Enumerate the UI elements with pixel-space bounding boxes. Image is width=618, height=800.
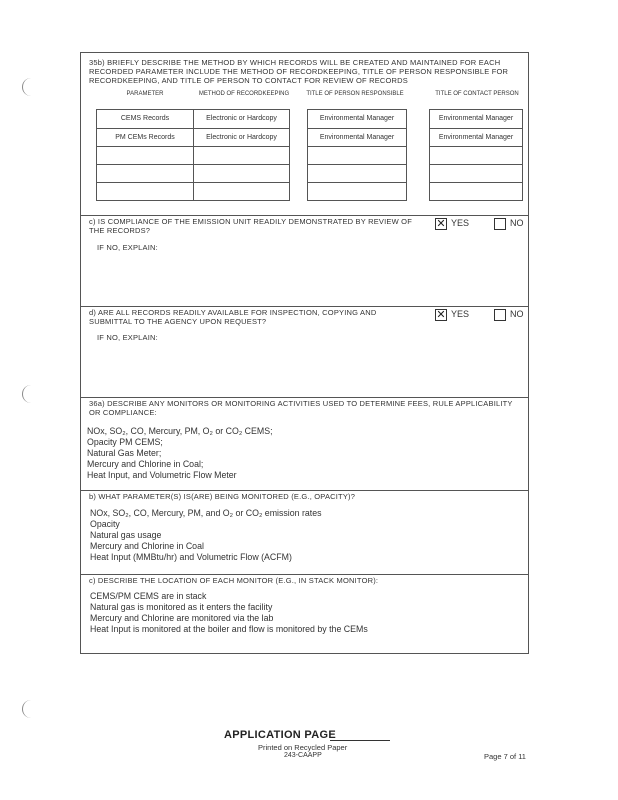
answer-line: Heat Input (MMBtu/hr) and Volumetric Flow (ACFM): [90, 552, 292, 562]
cell-empty[interactable]: [307, 165, 407, 183]
yes-checkbox-checked[interactable]: ✕: [436, 218, 446, 230]
answer-line: NOx, SO₂, CO, Mercury, PM, O₂ or CO₂ CEMS;: [87, 426, 273, 436]
page-number-blank: [330, 740, 390, 741]
if-no-explain-label: IF NO, EXPLAIN:: [97, 243, 158, 252]
answer-line: Natural gas is monitored as it enters the facility: [90, 602, 273, 612]
header-method: METHOD OF RECORDKEEPING: [198, 91, 290, 97]
cell-responsible-1: Environmental Manager: [307, 109, 407, 129]
answer-line: Mercury and Chlorine are monitored via the lab: [90, 613, 274, 623]
cell-parameter-2: PM CEMs Records: [96, 129, 194, 147]
no-label: NO: [510, 309, 524, 319]
cell-empty[interactable]: [429, 165, 523, 183]
question-d-records: d) ARE ALL RECORDS READILY AVAILABLE FOR INSPECTION, COPYING AND SUBMITTAL TO THE AGENCY UPON REQUEST?: [89, 308, 377, 326]
page-count: Page 7 of 11: [484, 752, 526, 761]
section-divider: [81, 397, 528, 398]
yes-label: YES: [451, 309, 470, 319]
section-divider: [81, 574, 528, 575]
cell-empty[interactable]: [429, 183, 523, 201]
cell-empty[interactable]: [429, 147, 523, 165]
cell-contact-2: Environmental Manager: [429, 129, 523, 147]
question-c-location: c) DESCRIBE THE LOCATION OF EACH MONITOR (E.G., IN STACK MONITOR):: [89, 576, 379, 585]
answer-line: Opacity: [90, 519, 120, 529]
answer-b: [90, 508, 520, 563]
margin-mark: [22, 78, 33, 96]
cell-method-2: Electronic or Hardcopy: [194, 129, 290, 147]
answer-location: [90, 591, 520, 635]
question-b-parameters: b) WHAT PARAMETER(S) IS(ARE) BEING MONITORED (E.G., OPACITY)?: [89, 492, 356, 501]
no-checkbox[interactable]: [494, 218, 506, 230]
cell-empty[interactable]: [194, 147, 290, 165]
recycled-paper-note: Printed on Recycled Paper: [258, 743, 348, 752]
header-title-contact: TITLE OF CONTACT PERSON: [435, 91, 519, 97]
answer-line: Mercury and Chlorine in Coal;: [87, 459, 204, 469]
question-c-compliance: c) IS COMPLIANCE OF THE EMISSION UNIT READILY DEMONSTRATED BY REVIEW OF THE RECORDS?: [89, 217, 412, 235]
answer-line: CEMS/PM CEMS are in stack: [90, 591, 207, 601]
application-form: [80, 52, 529, 654]
section-divider: [81, 215, 528, 216]
if-no-explain-label: IF NO, EXPLAIN:: [97, 333, 158, 342]
answer-line: Natural Gas Meter;: [87, 448, 162, 458]
margin-mark: [22, 700, 33, 718]
yes-label: YES: [451, 218, 470, 228]
question-36a: 36a) DESCRIBE ANY MONITORS OR MONITORING ACTIVITIES USED TO DETERMINE FEES, RULE APPLICABILITY OR COMPLIANCE:: [89, 399, 513, 417]
application-page-label: APPLICATION PAGE: [224, 729, 336, 741]
header-parameter: PARAMETER: [126, 91, 164, 97]
answer-36a: [87, 426, 517, 481]
section-divider: [81, 306, 528, 307]
cell-empty[interactable]: [96, 147, 194, 165]
section-divider: [81, 490, 528, 491]
cell-empty[interactable]: [96, 183, 194, 201]
cell-empty[interactable]: [96, 165, 194, 183]
margin-mark: [22, 385, 33, 403]
answer-line: NOx, SO₂, CO, Mercury, PM, and O₂ or CO₂ emission rates: [90, 508, 322, 518]
form-code: 243-CAAPP: [284, 752, 322, 759]
cell-empty[interactable]: [307, 183, 407, 201]
cell-responsible-2: Environmental Manager: [307, 129, 407, 147]
answer-line: Natural gas usage: [90, 530, 162, 540]
no-checkbox[interactable]: [494, 309, 506, 321]
cell-empty[interactable]: [194, 165, 290, 183]
question-35b: 35b) BRIEFLY DESCRIBE THE METHOD BY WHICH RECORDS WILL BE CREATED AND MAINTAINED FOR EACH RECORDED PARAMETER INCLUDE THE METHOD OF RECORDKEEPING, TITLE OF PERSON RESPONSIBLE FOR RECORDKEEPING, AND TITLE OF PERSON TO CONTACT FOR REVIEW OF RECORDS: [89, 58, 509, 85]
cell-parameter-1: CEMS Records: [96, 109, 194, 129]
answer-line: Opacity PM CEMS;: [87, 437, 163, 447]
answer-line: Heat Input, and Volumetric Flow Meter: [87, 470, 237, 480]
cell-empty[interactable]: [307, 147, 407, 165]
yes-checkbox-checked[interactable]: ✕: [436, 309, 446, 321]
cell-contact-1: Environmental Manager: [429, 109, 523, 129]
cell-empty[interactable]: [194, 183, 290, 201]
answer-line: Mercury and Chlorine in Coal: [90, 541, 204, 551]
answer-line: Heat Input is monitored at the boiler and flow is monitored by the CEMs: [90, 624, 368, 634]
cell-method-1: Electronic or Hardcopy: [194, 109, 290, 129]
no-label: NO: [510, 218, 524, 228]
header-title-responsible: TITLE OF PERSON RESPONSIBLE: [306, 91, 404, 97]
